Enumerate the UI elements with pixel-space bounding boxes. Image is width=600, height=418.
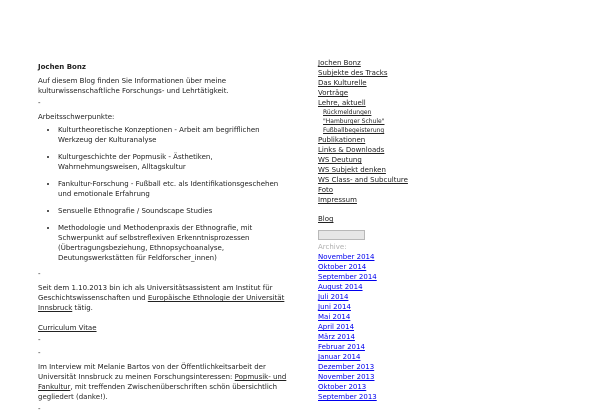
sidebar-item-lehre-aktuell[interactable]: Lehre, aktuell <box>318 99 366 107</box>
archive-link[interactable]: September 2013 <box>318 393 377 401</box>
sidebar-item-ws-subjekt-denken[interactable]: WS Subjekt denken <box>318 166 386 174</box>
list-item: • Kulturgeschichte der Popmusik - Ästhetiken, Wahrnehmungsweisen, Alltagskultur <box>58 152 290 172</box>
page-title: Jochen Bonz <box>38 63 86 71</box>
focus-list <box>38 125 290 263</box>
archive-link[interactable]: Dezember 2013 <box>318 363 375 371</box>
archive-link[interactable]: September 2014 <box>318 273 377 281</box>
sidebar-item-jochen-bonz[interactable]: Jochen Bonz <box>318 59 361 67</box>
sidebar-subitem-rueckmeldungen[interactable]: Rückmeldungen <box>323 109 372 116</box>
list-item: • Methodologie und Methodenpraxis der Ethnografie, mit Schwerpunkt auf selbstreflexiven Erkenntnisprozessen (Übertragungsbeziehung, Ethnopsychoanalyse, Deutungswerkstätten für Feldforscher_innen) <box>58 223 290 263</box>
main-content <box>38 62 290 418</box>
interview-link[interactable]: Popmusik- und Fankultur <box>38 373 287 391</box>
separator: - <box>38 336 41 344</box>
archive-link[interactable]: November 2013 <box>318 373 375 381</box>
list-item: • Kulturtheoretische Konzeptionen - Arbeit am begrifflichen Werkzeug der Kulturanalyse <box>58 125 290 145</box>
separator: - <box>38 270 41 278</box>
sidebar-item-das-kulturelle[interactable]: Das Kulturelle <box>318 79 367 87</box>
sidebar-item-publikationen[interactable]: Publikationen <box>318 136 366 144</box>
archive-link[interactable]: Mai 2014 <box>318 313 351 321</box>
archive-link[interactable]: April 2014 <box>318 323 355 331</box>
sidebar-item-blog[interactable]: Blog <box>318 215 334 223</box>
position-paragraph <box>38 283 290 313</box>
position-text: Seit dem 1.10.2013 bin ich als Universitätsassistent am Institut für Geschichtswissenschaften und <box>38 284 273 302</box>
interview-text-end: , mit treffenden Zwischenüberschriften schön übersichtlich gegliedert (danke!). <box>38 383 278 401</box>
archive-link[interactable]: Januar 2014 <box>318 353 361 361</box>
archive-link[interactable]: Juni 2014 <box>318 303 351 311</box>
separator: - <box>38 405 41 413</box>
cv-link[interactable]: Curriculum Vitae <box>38 324 97 332</box>
archive-link[interactable]: März 2014 <box>318 333 355 341</box>
sidebar <box>318 58 408 402</box>
focus-label: Arbeitsschwerpunkte: <box>38 113 115 121</box>
sidebar-subitem-fussballbegeisterung[interactable]: Fußballbegeisterung <box>323 127 385 134</box>
archive-link[interactable]: Juli 2014 <box>318 293 349 301</box>
sidebar-item-impressum[interactable]: Impressum <box>318 196 357 204</box>
position-text-end: tätig. <box>72 304 93 312</box>
archive-link[interactable]: Februar 2014 <box>318 343 365 351</box>
intro-text: Auf diesem Blog finden Sie Informationen über meine kulturwissenschaftliche Forschungs- und Lehrtätigkeit. <box>38 77 229 95</box>
search-input[interactable] <box>318 230 365 240</box>
sidebar-item-ws-class-subculture[interactable]: WS Class- and Subculture <box>318 176 408 184</box>
separator: - <box>38 349 41 357</box>
sidebar-item-foto[interactable]: Foto <box>318 186 334 194</box>
archive-link[interactable]: August 2014 <box>318 283 363 291</box>
sidebar-subitem-hamburger-schule[interactable]: "Hamburger Schule" <box>323 118 385 125</box>
list-item: • Sensuelle Ethnografie / Soundscape Studies <box>58 206 290 216</box>
list-item: • Fankultur-Forschung - Fußball etc. als Identifikationsgeschehen und emotionale Erfahrung <box>58 179 290 199</box>
interview-text: Im Interview mit Melanie Bartos von der Öffentlichkeitsarbeit der Universität Innsbruck zu meinen Forschungsinteressen: <box>38 363 266 381</box>
sidebar-item-subjekte-des-tracks[interactable]: Subjekte des Tracks <box>318 69 388 77</box>
archive-link[interactable]: Oktober 2013 <box>318 383 367 391</box>
archive-link[interactable]: Oktober 2014 <box>318 263 367 271</box>
interview-paragraph <box>38 362 290 402</box>
university-link[interactable]: Europäische Ethnologie der Universität Innsbruck <box>38 294 285 312</box>
sidebar-item-vortraege[interactable]: Vorträge <box>318 89 349 97</box>
sidebar-item-ws-deutung[interactable]: WS Deutung <box>318 156 362 164</box>
archive-label: Archive: <box>318 243 347 251</box>
archive-link[interactable]: November 2014 <box>318 253 375 261</box>
separator: - <box>38 99 41 107</box>
sidebar-item-links-downloads[interactable]: Links & Downloads <box>318 146 385 154</box>
